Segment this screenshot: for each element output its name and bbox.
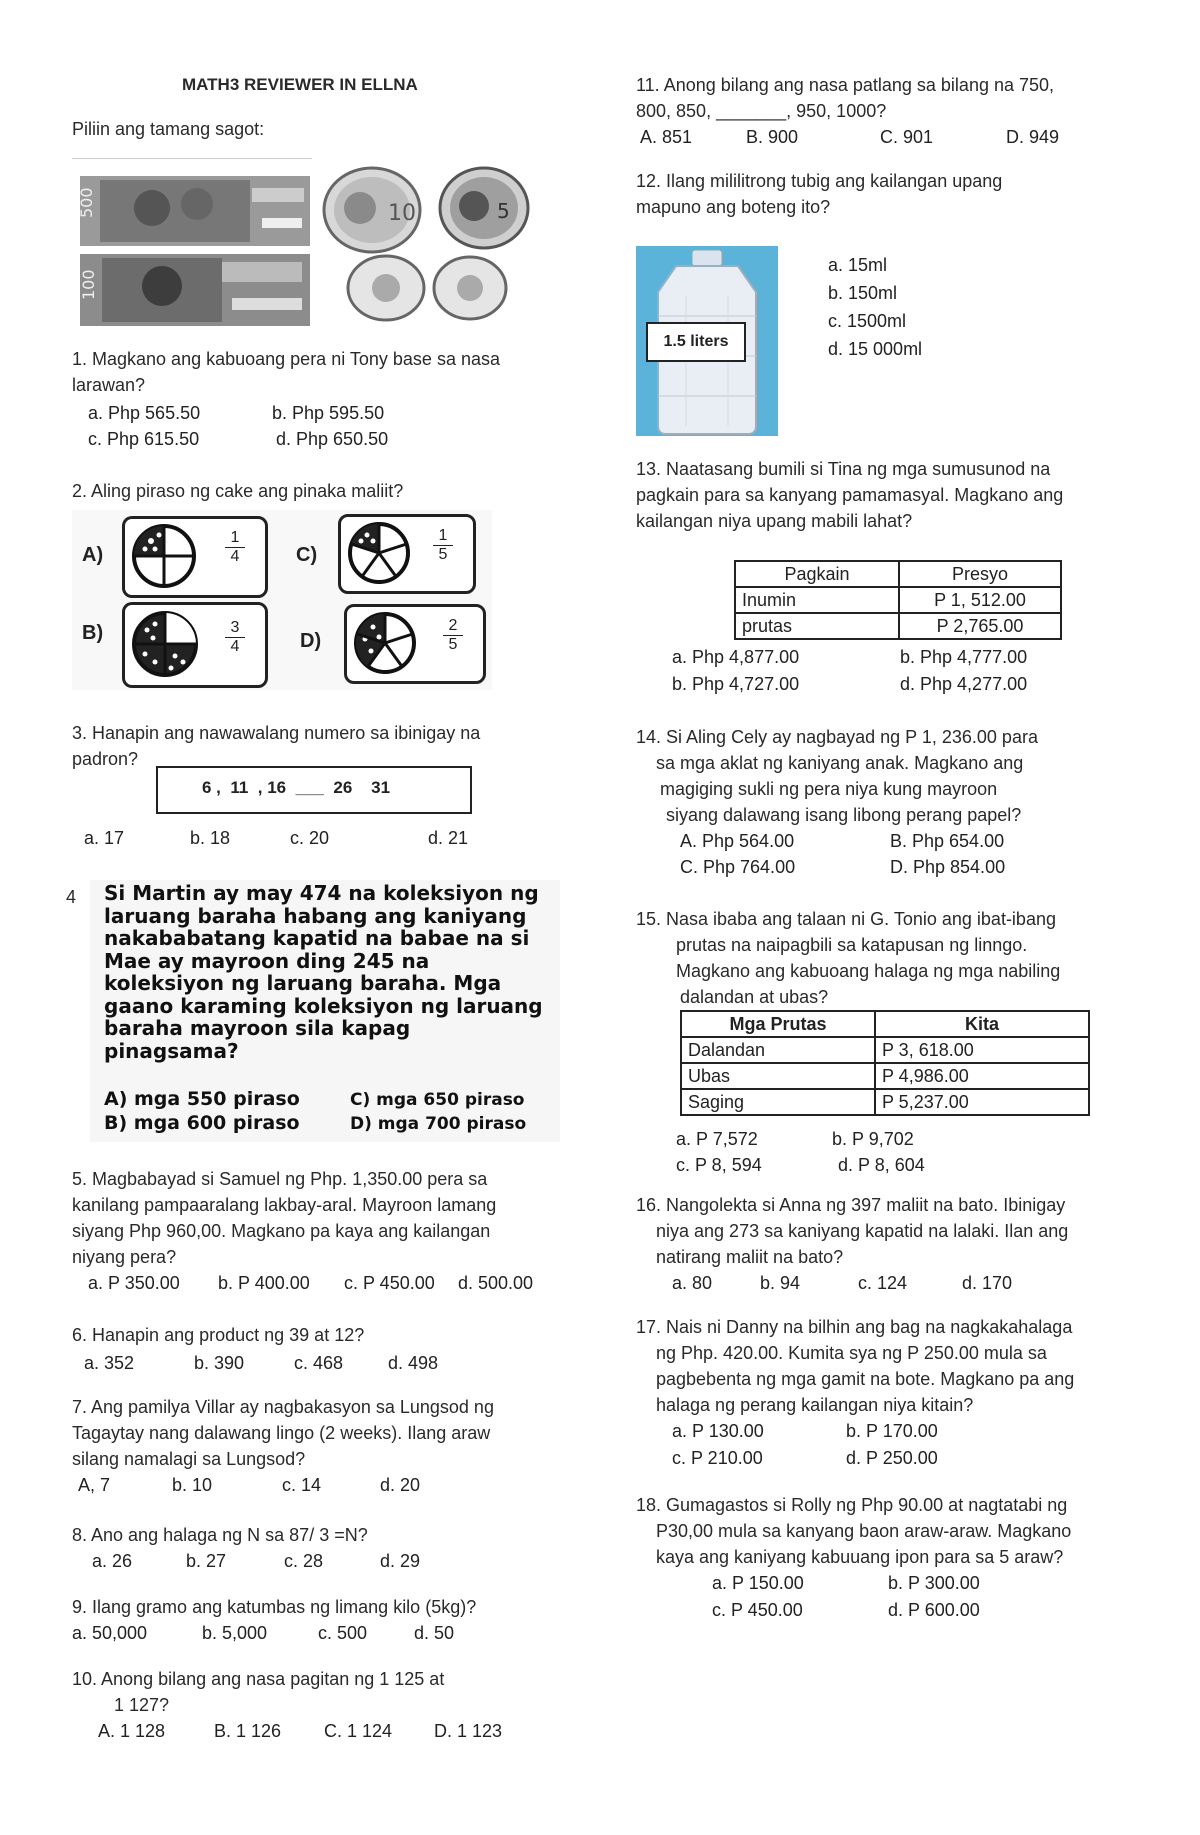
q6-choice-a[interactable]: a. 352: [84, 1353, 135, 1373]
q18-text-line: 18. Gumagastos si Rolly ng Php 90.00 at nagtatabi ng: [636, 1495, 1068, 1515]
coin-10: [324, 168, 420, 252]
q17-text-line: ng Php. 420.00. Kumita sya ng P 250.00 mula sa: [656, 1343, 1047, 1363]
q17-choices: [672, 1418, 1092, 1470]
q9-choice-b[interactable]: b. 5,000: [202, 1623, 268, 1643]
q11-choices: [640, 124, 1100, 150]
q3-choices: [84, 825, 504, 851]
q16-text-line: 16. Nangolekta si Anna ng 397 maliit na bato. Ibinigay: [636, 1195, 1066, 1215]
table-header: Kita: [875, 1011, 1089, 1037]
table-cell: Dalandan: [681, 1037, 875, 1063]
q16-choice-b[interactable]: b. 94: [760, 1273, 801, 1293]
q13-text-line: 13. Naatasang bumili si Tina ng mga sumusunod na: [636, 459, 1051, 479]
q17-text-line: 17. Nais ni Danny na bilhin ang bag na nagkakahalaga: [636, 1317, 1073, 1337]
q13-choice-d[interactable]: d. Php 4,277.00: [900, 674, 1028, 694]
q8-choice-c[interactable]: c. 28: [284, 1551, 324, 1571]
q5-choice-c[interactable]: c. P 450.00: [344, 1273, 435, 1293]
q12-choice-c[interactable]: c. 1500ml: [828, 311, 907, 331]
q13-choices: [672, 644, 1092, 696]
q18-text-line: kaya ang kaniyang kabuuang ipon para sa 5 araw?: [656, 1547, 1064, 1567]
q15-choice-c[interactable]: c. P 8, 594: [676, 1155, 762, 1175]
q10-choice-c[interactable]: C. 1 124: [324, 1721, 393, 1741]
q15-text-line: 15. Nasa ibaba ang talaan ni G. Tonio ang ibat-ibang: [636, 909, 1056, 929]
q8-choice-b[interactable]: b. 27: [186, 1551, 227, 1571]
q15-text-line: prutas na naipagbili sa katapusan ng linngo.: [676, 935, 1028, 955]
q15-choices: [676, 1126, 1096, 1178]
q6-text: 6. Hanapin ang product ng 39 at 12?: [72, 1325, 365, 1345]
q4-choice-c[interactable]: C) mga 650 piraso: [350, 1090, 525, 1110]
bill-100: [79, 254, 310, 326]
q3-pattern: 6 , 11 , 16 ___ 26 31: [202, 778, 391, 797]
q2-c-numerator: 1: [433, 527, 453, 546]
q3-text-line1: 3. Hanapin ang nawawalang numero sa ibinigay na: [72, 723, 481, 743]
page-title: MATH3 REVIEWER IN ELLNA: [182, 75, 418, 94]
q16-choice-a[interactable]: a. 80: [672, 1273, 713, 1293]
table-row: [681, 1037, 1089, 1063]
q17-text-line: halaga ng perang kailangan niya kitain?: [656, 1395, 974, 1415]
q2-label-a: A): [82, 544, 104, 566]
q4-line: laruang baraha habang ang kaniyang: [104, 903, 527, 928]
table-row: [681, 1063, 1089, 1089]
q1-text-line2: larawan?: [72, 375, 146, 395]
q10-choice-b[interactable]: B. 1 126: [214, 1721, 282, 1741]
table-row: [681, 1089, 1089, 1115]
q14-choice-d[interactable]: D. Php 854.00: [890, 857, 1006, 877]
table-cell: Inumin: [735, 587, 899, 613]
q1-choice-b[interactable]: b. Php 595.50: [272, 403, 385, 423]
q16-choice-c[interactable]: c. 124: [858, 1273, 908, 1293]
q9-choice-a[interactable]: a. 50,000: [72, 1623, 148, 1643]
q2-option-b[interactable]: [122, 602, 268, 688]
q3-choice-a[interactable]: a. 17: [84, 828, 125, 848]
q15-choice-b[interactable]: b. P 9,702: [832, 1129, 914, 1149]
q12-text-line2: mapuno ang boteng ito?: [636, 197, 831, 217]
q7-text-line: silang namalagi sa Lungsod?: [72, 1449, 306, 1469]
q4-choice-a[interactable]: A) mga 550 piraso: [104, 1088, 300, 1110]
q18-choice-a[interactable]: a. P 150.00: [712, 1573, 804, 1593]
q15-choice-a[interactable]: a. P 7,572: [676, 1129, 758, 1149]
svg-text:10: 10: [388, 201, 416, 226]
q7-choice-c[interactable]: c. 14: [282, 1475, 322, 1495]
q12-choices: [828, 252, 1028, 362]
q10-choice-a[interactable]: A. 1 128: [98, 1721, 166, 1741]
q5-choice-d[interactable]: d. 500.00: [458, 1273, 534, 1293]
q4-line: Si Martin ay may 474 na koleksiyon ng: [104, 881, 539, 905]
q12-choice-d[interactable]: d. 15 000ml: [828, 339, 923, 359]
q2-text: 2. Aling piraso ng cake ang pinaka maliit?: [72, 481, 404, 501]
q14-choice-c[interactable]: C. Php 764.00: [680, 857, 796, 877]
q13-price-table: [734, 560, 1062, 640]
q4-number: 4: [66, 887, 77, 907]
q12-choice-a[interactable]: a. 15ml: [828, 255, 888, 275]
q4-line: gaano karaming koleksiyon ng laruang: [104, 993, 543, 1018]
q2-b-denominator: 4: [230, 638, 240, 655]
q8-choice-a[interactable]: a. 26: [92, 1551, 133, 1571]
q18-choice-c[interactable]: c. P 450.00: [712, 1600, 803, 1620]
bottle-label: 1.5 liters: [646, 322, 746, 362]
q14-text-line: sa mga aklat ng kaniyang anak. Magkano ang: [656, 753, 1024, 773]
table-header: Pagkain: [735, 561, 899, 587]
q1-text-line1: 1. Magkano ang kabuoang pera ni Tony base sa nasa: [72, 349, 500, 369]
coin-5: [440, 168, 528, 248]
q18-text-line: P30,00 mula sa kanyang baon araw-araw. Magkano: [656, 1521, 1072, 1541]
q7-text-line: Tagaytay nang dalawang lingo (2 weeks). Ilang araw: [72, 1423, 491, 1443]
q2-option-a[interactable]: [122, 516, 268, 598]
q3-choice-b[interactable]: b. 18: [190, 828, 231, 848]
q2-option-d[interactable]: [344, 604, 486, 684]
q7-choice-b[interactable]: b. 10: [172, 1475, 213, 1495]
q4-line: baraha mayroon sila kapag: [104, 1016, 411, 1040]
coin-small-1: [348, 256, 424, 320]
q1-choice-a[interactable]: a. Php 565.50: [88, 403, 201, 423]
q8-choices: [92, 1548, 492, 1574]
q5-text-line: kanilang pampaaralang lakbay-aral. Mayroon lamang: [72, 1195, 497, 1215]
q11-choice-a[interactable]: A. 851: [640, 127, 693, 147]
q7-choice-d[interactable]: d. 20: [380, 1475, 421, 1495]
q10-text-line1: 10. Anong bilang ang nasa pagitan ng 1 125 at: [72, 1669, 445, 1689]
q12-choice-b[interactable]: b. 150ml: [828, 283, 898, 303]
q15-text-line: dalandan at ubas?: [680, 987, 829, 1007]
q8-choice-d[interactable]: d. 29: [380, 1551, 421, 1571]
q13-text-line: kailangan niya upang mabili lahat?: [636, 511, 913, 531]
q6-choice-c[interactable]: c. 468: [294, 1353, 344, 1373]
q6-choice-b[interactable]: b. 390: [194, 1353, 245, 1373]
q16-text-line: natirang maliit na bato?: [656, 1247, 844, 1267]
q2-b-numerator: 3: [225, 619, 245, 638]
svg-text:100: 100: [79, 269, 98, 300]
q2-a-denominator: 4: [230, 548, 240, 565]
q9-choices: [72, 1620, 492, 1646]
q2-d-denominator: 5: [448, 636, 458, 653]
q2-label-b: B): [82, 622, 104, 644]
q2-a-numerator: 1: [225, 529, 245, 548]
table-cell: P 5,237.00: [875, 1089, 1089, 1115]
q18-choice-d[interactable]: d. P 600.00: [888, 1600, 980, 1620]
q1-choices: [88, 400, 488, 452]
svg-text:500: 500: [77, 187, 96, 218]
q14-text-line: magiging sukli ng pera niya kung mayroon: [660, 779, 998, 799]
q2-label-c: C): [296, 544, 318, 566]
q5-choices: [88, 1270, 568, 1296]
q4-line: nakababatang kapatid na babae na si: [104, 926, 530, 950]
q2-d-numerator: 2: [443, 617, 463, 636]
q16-text-line: niya ang 273 sa kaniyang kapatid na lalaki. Ilan ang: [656, 1221, 1069, 1241]
q2-figure: [72, 510, 492, 690]
q7-text-line: 7. Ang pamilya Villar ay nagbakasyon sa Lungsod ng: [72, 1397, 494, 1417]
q6-choices: [84, 1350, 504, 1376]
q13-text-line: pagkain para sa kanyang pamamasyal. Magkano ang: [636, 485, 1064, 505]
table-cell: prutas: [735, 613, 899, 639]
q1-choice-d[interactable]: d. Php 650.50: [276, 429, 389, 449]
q5-choice-a[interactable]: a. P 350.00: [88, 1273, 180, 1293]
q4-line: Mae ay mayroon ding 245 na: [104, 948, 430, 973]
q17-choice-d[interactable]: d. P 250.00: [846, 1448, 938, 1468]
q17-choice-c[interactable]: c. P 210.00: [672, 1448, 763, 1468]
q2-label-d: D): [300, 630, 322, 652]
q6-choice-d[interactable]: d. 498: [388, 1353, 439, 1373]
q13-choice-c[interactable]: b. Php 4,727.00: [672, 674, 800, 694]
q14-text-line: 14. Si Aling Cely ay nagbayad ng P 1, 236.00 para: [636, 727, 1038, 747]
table-cell: Saging: [681, 1089, 875, 1115]
coin-small-2: [434, 257, 506, 319]
q1-choice-c[interactable]: c. Php 615.50: [88, 429, 200, 449]
q18-choices: [712, 1570, 1112, 1622]
q3-pattern-box: [156, 766, 472, 814]
q9-text: 9. Ilang gramo ang katumbas ng limang kilo (5kg)?: [72, 1597, 477, 1617]
q5-text-line: siyang Php 960,00. Magkano pa kaya ang kailangan: [72, 1221, 491, 1241]
table-row: [735, 587, 1061, 613]
q7-choices: [78, 1472, 498, 1498]
q15-sales-table: [680, 1010, 1090, 1116]
table-cell: P 4,986.00: [875, 1063, 1089, 1089]
table-cell: P 3, 618.00: [875, 1037, 1089, 1063]
q2-c-denominator: 5: [438, 546, 448, 563]
q12-text-line1: 12. Ilang mililitrong tubig ang kailangan upang: [636, 171, 1003, 191]
q7-choice-a[interactable]: A, 7: [78, 1475, 111, 1495]
q4-line: koleksiyon ng laruang baraha. Mga: [104, 971, 502, 995]
q9-choice-c[interactable]: c. 500: [318, 1623, 368, 1643]
bill-500: [77, 176, 310, 246]
q16-choice-d[interactable]: d. 170: [962, 1273, 1013, 1293]
q18-choice-b[interactable]: b. P 300.00: [888, 1573, 980, 1593]
q16-choices: [672, 1270, 1092, 1296]
q3-choice-c[interactable]: c. 20: [290, 828, 330, 848]
q13-choice-b[interactable]: b. Php 4,777.00: [900, 647, 1028, 667]
q11-choice-c[interactable]: C. 901: [880, 127, 934, 147]
q15-text-line: Magkano ang kabuoang halaga ng mga nabiling: [676, 961, 1061, 981]
instruction-text: Piliin ang tamang sagot:: [72, 119, 265, 139]
table-cell: Ubas: [681, 1063, 875, 1089]
q14-text-line: siyang dalawang isang libong perang papel?: [666, 805, 1022, 825]
q17-choice-a[interactable]: a. P 130.00: [672, 1421, 764, 1441]
q10-text-line2: 1 127?: [114, 1695, 170, 1715]
q5-choice-b[interactable]: b. P 400.00: [218, 1273, 310, 1293]
svg-text:5: 5: [497, 199, 510, 223]
q10-choice-d[interactable]: D. 1 123: [434, 1721, 503, 1741]
q11-text-line2: 800, 850, _______, 950, 1000?: [636, 101, 887, 121]
q14-choice-a[interactable]: A. Php 564.00: [680, 831, 795, 851]
q14-choices: [680, 828, 1100, 880]
q5-text-line: niyang pera?: [72, 1247, 177, 1267]
table-cell: P 2,765.00: [899, 613, 1061, 639]
q11-choice-b[interactable]: B. 900: [746, 127, 799, 147]
q11-choice-d[interactable]: D. 949: [1006, 127, 1060, 147]
q4-line: pinagsama?: [104, 1038, 239, 1063]
q11-text-line1: 11. Anong bilang ang nasa patlang sa bilang na 750,: [636, 75, 1055, 95]
money-image: [72, 158, 552, 330]
q4-choice-d[interactable]: D) mga 700 piraso: [350, 1114, 527, 1134]
q8-text: 8. Ano ang halaga ng N sa 87/ 3 =N?: [72, 1525, 368, 1545]
q13-choice-a[interactable]: a. Php 4,877.00: [672, 647, 800, 667]
q2-option-c[interactable]: [338, 514, 476, 594]
table-cell: P 1, 512.00: [899, 587, 1061, 613]
table-header: Presyo: [899, 561, 1061, 587]
q4-choice-b[interactable]: B) mga 600 piraso: [104, 1112, 300, 1134]
table-row: [735, 613, 1061, 639]
q9-choice-d[interactable]: d. 50: [414, 1623, 455, 1643]
q3-choice-d[interactable]: d. 21: [428, 828, 469, 848]
q17-choice-b[interactable]: b. P 170.00: [846, 1421, 938, 1441]
q14-choice-b[interactable]: B. Php 654.00: [890, 831, 1005, 851]
q15-choice-d[interactable]: d. P 8, 604: [838, 1155, 925, 1175]
q10-choices: [98, 1718, 518, 1744]
table-header: Mga Prutas: [681, 1011, 875, 1037]
q17-text-line: pagbebenta ng mga gamit na bote. Magkano pa ang: [656, 1369, 1075, 1389]
q4-question-image: [90, 880, 560, 1142]
q5-text-line: 5. Magbabayad si Samuel ng Php. 1,350.00 pera sa: [72, 1169, 488, 1189]
q3-text-line2: padron?: [72, 749, 139, 769]
